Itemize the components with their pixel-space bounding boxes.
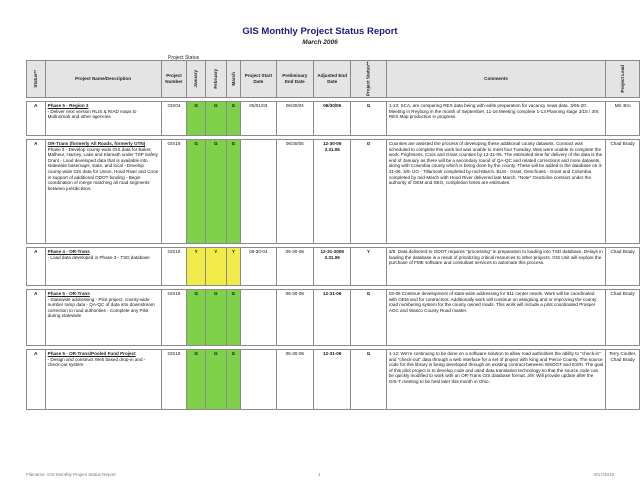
project-name-cell <box>45 350 161 410</box>
project-status: G <box>351 102 386 136</box>
project-number: GIS19 <box>161 350 187 410</box>
header-start-date: Project Start Date <box>241 61 276 98</box>
preliminary-end-date: 06/30/04 <box>276 102 314 136</box>
project-lead: Chad Brady <box>606 290 640 346</box>
row-bullet: A <box>27 350 46 410</box>
start-date: 05/01/03 <box>241 102 276 136</box>
comments-cell: 1-12: We're continuing to be done on a software solution to allow road authorities the ability to "check-in" and "check-out" data through a web interface for a set of project with King and Pierce County. The source code for this library is being developed through an existing contract between WSDOT and ESRI. The goal of this pilot project is to develop code and used data translation technology so that the source code can be quickly modified to work with an OR-Trans GIS database format. 3/9: Will provide update after the GIS-T meeting to be held later this month in Ohio. <box>386 350 605 410</box>
row-bullet: A <box>27 140 46 244</box>
status-february: G <box>206 102 227 136</box>
project-status-group-label: Project Status <box>168 55 200 61</box>
status-january: Y <box>187 248 206 286</box>
project-lead: Mtl. Bro <box>606 102 640 136</box>
table-row <box>27 350 640 410</box>
project-number: GIS04 <box>161 102 187 136</box>
table-row <box>27 140 640 244</box>
project-name-cell <box>45 102 161 136</box>
header-name: Project Name/Description <box>45 61 161 98</box>
status-march: G <box>226 290 241 346</box>
project-lead: Chad Brady <box>606 140 640 244</box>
status-february: G <box>206 350 227 410</box>
status-january: G <box>187 290 206 346</box>
adjusted-end-date: 06/30/06 <box>314 102 351 136</box>
comments-cell: 3/9: Data delivered to ODOT requires "processing" in preparation to loading into TSD database. Delays in loading the database is a result of prioritizing critical resources to other projects. GIS Unit will explore the purchase of FME software and consultant services to automate this process. <box>386 248 605 286</box>
project-status: G <box>351 290 386 346</box>
start-date <box>241 350 276 410</box>
project-status: G <box>351 350 386 410</box>
adjusted-end-date: 12-31-2005 3.31.06 <box>314 248 351 286</box>
project-title: Phase 4 - OR-Trans <box>47 249 90 254</box>
project-number: GIS19 <box>161 248 187 286</box>
header-project-status: Project Status** <box>351 61 386 98</box>
adjusted-end-date: 12-30-05 3.31.06 <box>314 140 351 244</box>
project-title: Phase 5 - OR-Trans <box>47 291 90 296</box>
preliminary-end-date: 06-30-05 <box>276 248 314 286</box>
status-march: G <box>226 102 241 136</box>
project-name-cell <box>45 290 161 346</box>
footer-filename: Filename: GIS Monthly Project Status Report <box>26 472 116 477</box>
project-title: OR-Trans (formerly All Roads, formerly OTN) <box>47 141 146 146</box>
status-table <box>26 60 640 410</box>
project-description: - Statewide addressing - Pilot project, county-wide number ramp data - QA-QC of data into downstream correction to road authorities - Complete any Pilot during statewide <box>47 296 155 319</box>
header-adjusted-end: Adjusted End Date <box>314 61 351 98</box>
status-march: G <box>226 140 241 244</box>
header-january: January <box>187 61 206 98</box>
comments-cell: 1-13: SCA, are comparing RES data being with-edits preparation for vacancy news data. 3/06-20: Meeting in Reyburg in the month of September, 11-16 Meeting complete 1-13 Planning stage 3/15 / 3/9: RES Map production in progress. <box>386 102 605 136</box>
preliminary-end-date: 06/30/05 <box>276 140 314 244</box>
project-title: Phase 5 - OR-Trans/Pooled Fund Project <box>47 351 136 356</box>
footer-page-number: 1 <box>318 472 321 477</box>
project-status: Y <box>351 248 386 286</box>
table-row <box>27 290 640 346</box>
status-february: G <box>206 290 227 346</box>
table-row <box>27 102 640 136</box>
report-title: GIS Monthly Project Status Report <box>242 26 398 37</box>
header-row <box>27 61 640 98</box>
comments-cell: Counties are assisted the process of developing these additional county datasets. Contract was scheduled to complete this work but was unable to meet four Tuesday. Was were unable to complete the work. Frightness, Coos and Grant counties by 12-31-05. The estimated time for delivery of the data is the end of January as there will be a secondary round of QA-QC and related corrections and more datasets, along with Columbia county which is being done by the county. These will be added in the database on 3-31-06. 3/9: UO - Tillamook completed by mid-March. BLM - Grant, Deschutes - Grant and Columbia completed by mid-March with Hood River delivered late March. *Note* GeoSolve contract under the authority of OEM and SEO, completion times are estimates. <box>386 140 605 244</box>
header-february: February <box>206 61 227 98</box>
project-description: Phase 3 - Develop county-wide GIS data for Baker, Malheur, Harney, Lake and Klamath under TSP Safety Grant - Load developed data that is available into statewide basemaps, state, and local - Develop county-wide GIS data for Union, Hood River and Coos in support of additional ODOT funding - Begin coordination of merge matching all road segments between jurisdictions. <box>47 146 158 191</box>
status-february: Y <box>206 248 227 286</box>
header-status: Status** <box>27 61 46 98</box>
header-comments: Comments <box>386 61 605 98</box>
page-footer <box>26 472 614 477</box>
row-bullet: A <box>27 290 46 346</box>
start-date <box>241 140 276 244</box>
comments-cell: 03-06 Continue development of state-wide addressing for 911 center needs. Work will be coordinated with OEM and for contractors. Additionally work will continue on assigning and or improving the county road numbering system for the county owned roads. This work will include a pilot coordinated Prosper AOC and Wasco County Road master. <box>386 290 605 346</box>
header-preliminary-end: Preliminary End Date <box>276 61 314 98</box>
project-description: - Deliver next version RLIS & RIAD maps to Multnomah and other agencies <box>47 108 137 120</box>
project-description: - Design and construct Web based drop-in and - check-out system <box>47 356 146 368</box>
table-row <box>27 248 640 286</box>
preliminary-end-date: 06-30-05 <box>276 350 314 410</box>
footer-date: 9/17/2015 <box>593 472 614 477</box>
header-number: Project Number <box>161 61 187 98</box>
project-number: GIS19 <box>161 290 187 346</box>
project-lead: Chad Brady <box>606 248 640 286</box>
start-date <box>241 290 276 346</box>
project-status: G <box>351 140 386 244</box>
project-number: GIS19 <box>161 140 187 244</box>
project-name-cell <box>45 140 161 244</box>
status-january: G <box>187 102 206 136</box>
project-name-cell <box>45 248 161 286</box>
start-date: 06-30-04 <box>241 248 276 286</box>
project-title: Phase 5 - Region 3 <box>47 103 89 108</box>
adjusted-end-date: 12-31-06 <box>314 290 351 346</box>
status-march: Y <box>226 248 241 286</box>
row-bullet: A <box>27 102 46 136</box>
adjusted-end-date: 12-31-06 <box>314 350 351 410</box>
preliminary-end-date: 06-30-05 <box>276 290 314 346</box>
header-march: March <box>226 61 241 98</box>
project-lead: Terry Coulter, Chad Brady <box>606 350 640 410</box>
report-period: March 2006 <box>302 39 338 46</box>
row-bullet: A <box>27 248 46 286</box>
status-january: G <box>187 350 206 410</box>
project-description: - Load data developed in Phase 3 - TSD database <box>47 254 150 260</box>
status-february: G <box>206 140 227 244</box>
status-january: G <box>187 140 206 244</box>
status-march: G <box>226 350 241 410</box>
header-project-lead: Project Lead <box>606 61 640 98</box>
